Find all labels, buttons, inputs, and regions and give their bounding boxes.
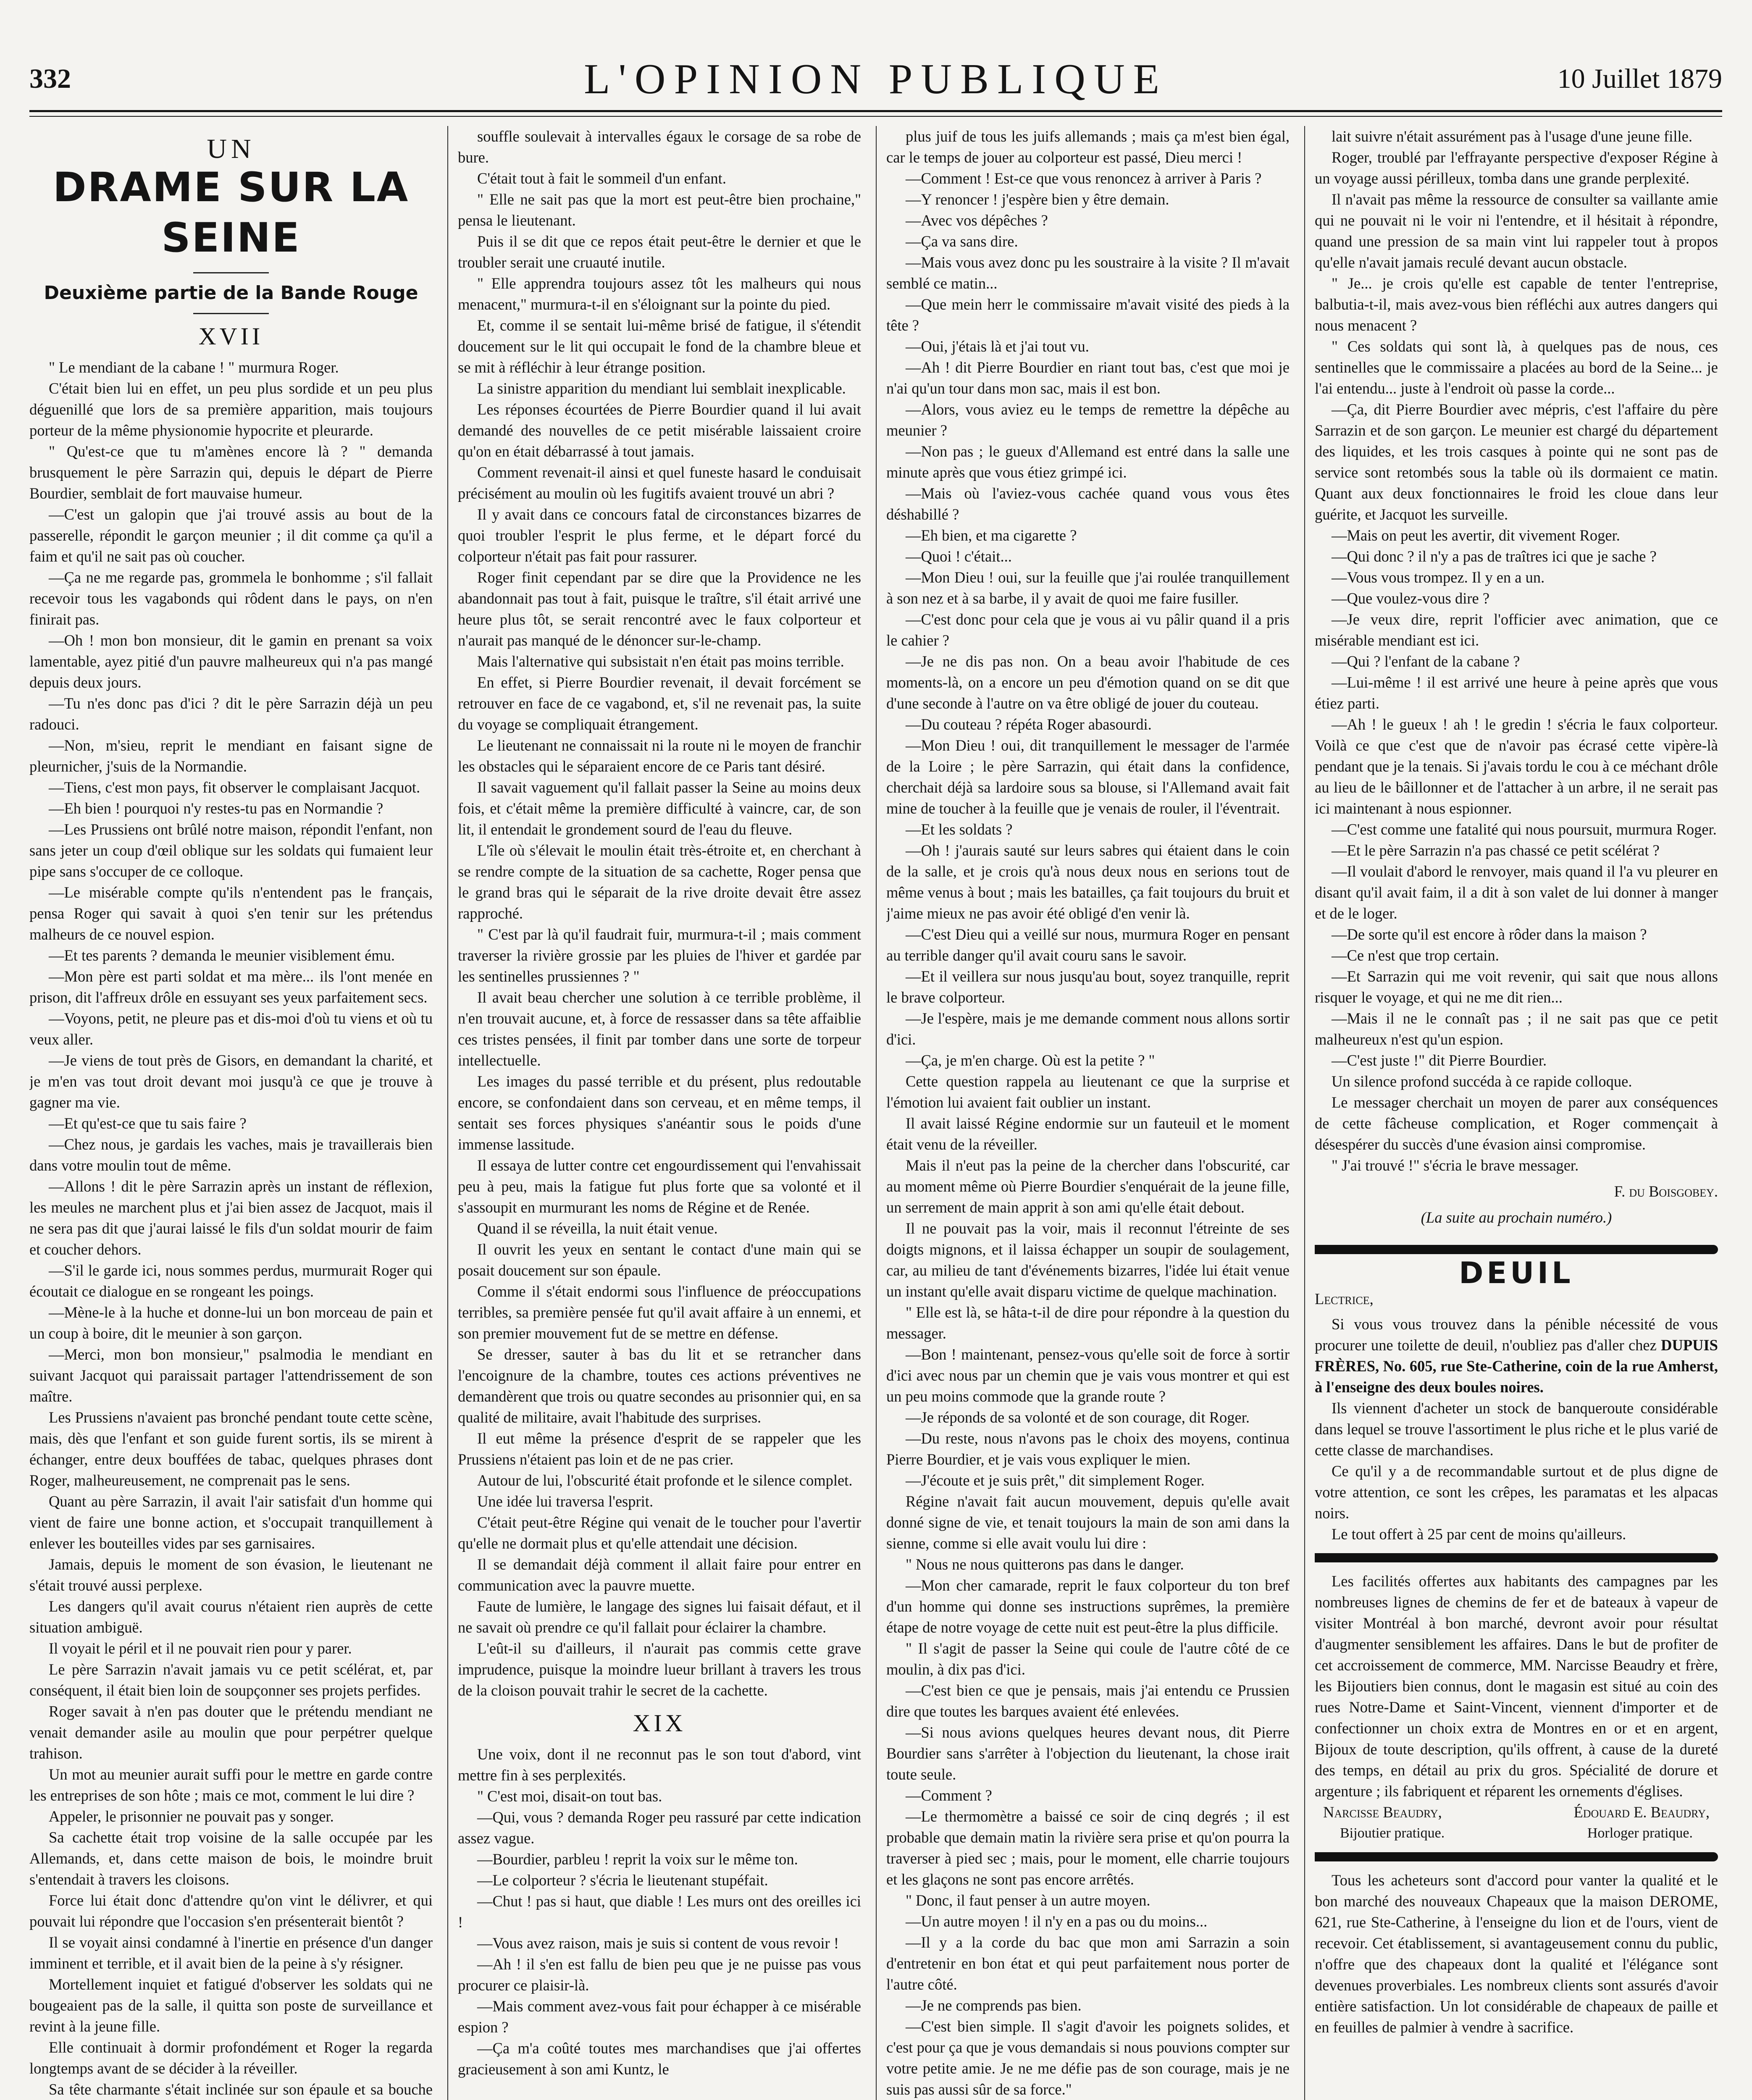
paragraph: Une voix, dont il ne reconnut pas le son tout d'abord, vint mettre fin à ses perplexités. [458, 1746, 861, 1784]
ad-beaudry-signatures [1315, 1802, 1718, 1823]
paragraph: Mais l'alternative qui subsistait n'en était pas moins terrible. [477, 653, 844, 670]
paragraph: —Si nous avions quelques heures devant nous, dit Pierre Bourdier sans s'arrêter à l'objection du lieutenant, la chose irait toute seule. [886, 1724, 1290, 1783]
paragraph: plus juif de tous les juifs allemands ; mais ça m'est bien égal, car le temps de jouer au colporteur est passé, Dieu merci ! [886, 128, 1290, 166]
column-divider [876, 126, 877, 2100]
paragraph: —Merci, mon bon monsieur," psalmodia le mendiant en suivant Jacquot qui paraissait partager l'attendrissement de son maître. [29, 1346, 433, 1405]
paragraph: —Il y a la corde du bac que mon ami Sarrazin a soin d'entretenir en bon état et qui peut parfaitement nous porter de l'autre côté. [886, 1934, 1290, 1993]
masthead-title: L'OPINION PUBLIQUE [584, 55, 1168, 103]
paragraph: —Et il veillera sur nous jusqu'au bout, soyez tranquille, reprit le brave colporteur. [886, 968, 1290, 1006]
ad-deuil-salutation: Lectrice, [1315, 1290, 1374, 1307]
ad-deuil-paragraph: Ce qu'il y a de recommandable surtout et de plus digne de votre attention, ce sont les crêpes, les paramatas et les alpacas noirs. [1315, 1462, 1718, 1522]
paragraph: —Et tes parents ? demanda le meunier visiblement ému. [49, 947, 395, 964]
paragraph: Mortellement inquiet et fatigué d'observer les soldats qui ne bougeaient pas de la salle, il quitta son poste de surveillance et revint à la jeune fille. [29, 1976, 433, 2035]
section-divider-bar [1315, 1852, 1718, 1861]
paragraph: Un silence profond succéda à ce rapide colloque. [1332, 1073, 1632, 1090]
paragraph: —Non, m'sieu, reprit le mendiant en faisant signe de pleurnicher, j'suis de la Normandie. [29, 737, 433, 775]
paragraph: La sinistre apparition du mendiant lui semblait inexplicable. [477, 380, 846, 397]
paragraph: Jamais, depuis le moment de son évasion, le lieutenant ne s'était trouvé aussi perplexe. [29, 1556, 433, 1594]
paragraph: —Ça ne me regarde pas, grommela le bonhomme ; s'il fallait recevoir tous les vagabonds qui rôdent dans le pays, on n'en finirait pas. [29, 569, 433, 628]
paragraph: Il se voyait ainsi condamné à l'inertie en présence d'un danger imminent et terrible, et il avait bien de la peine à s'y résigner. [29, 1934, 433, 1972]
paragraph: —Que mein herr le commissaire m'avait visité des pieds à la tête ? [886, 296, 1290, 334]
paragraph: " Elle ne sait pas que la mort est peut-être bien prochaine," pensa le lieutenant. [458, 191, 861, 229]
paragraph: Cette question rappela au lieutenant ce que la surprise et l'émotion lui avaient fait oublier un instant. [886, 1073, 1290, 1111]
paragraph: Régine n'avait fait aucun mouvement, depuis qu'elle avait donné signe de vie, et tenait toujours la main de son ami dans la sienne, comme si elle avait voulu lui dire : [886, 1493, 1290, 1552]
serial-title: DRAME SUR LA SEINE [53, 164, 410, 261]
paragraph: L'île où s'élevait le moulin était très-étroite et, en cherchant à se rendre compte de la situation de sa cachette, Roger pensa que le grand bras qui le séparait de la rive droite devait être assez rapproché. [458, 842, 861, 922]
paragraph: Roger savait à n'en pas douter que le prétendu mendiant ne venait demander asile au moulin que pour perpétrer quelque trahison. [29, 1703, 433, 1762]
paragraph: Il y avait dans ce concours fatal de circonstances bizarres de quoi troubler l'esprit le plus ferme, et le départ forcé du colporteur n'était pas fait pour rassurer. [458, 506, 861, 565]
paragraph: —Les Prussiens ont brûlé notre maison, répondit l'enfant, non sans jeter un coup d'œil oblique sur les soldats qui fumaient leur pipe sans s'occuper de ce colloque. [29, 821, 433, 880]
paragraph: —Un autre moyen ! il n'y en a pas ou du moins... [906, 1913, 1208, 1930]
continued-note: (La suite au prochain numéro.) [1421, 1209, 1612, 1226]
paragraph: Il avait beau chercher une solution à ce terrible problème, il n'en trouvait aucune, et, à force de ressasser dans sa tête affaiblie ces tristes pensées, il finit par tomber dans une sorte de torpeur intellectuelle. [458, 989, 861, 1069]
paragraph: —Vous avez raison, mais je suis si content de vous revoir ! [477, 1935, 839, 1952]
paragraph: " Ces soldats qui sont là, à quelques pas de nous, ces sentinelles que le commissaire a placées au bord de la Seine... je l'ai entendu... juste à l'endroit où passe la corde... [1315, 338, 1718, 397]
paragraph: —Mon cher camarade, reprit le faux colporteur du ton bref d'un homme qui donne ses instructions suprêmes, la première étape de notre voyage de cette nuit est peut-être la plus difficile. [886, 1577, 1290, 1636]
paragraph: —Chut ! pas si haut, que diable ! Les murs ont des oreilles ici ! [458, 1893, 861, 1931]
title-left: Bijoutier pratique. [1340, 1825, 1445, 1841]
paragraph: —C'est Dieu qui a veillé sur nous, murmura Roger en pensant au terrible danger qu'il avait couru sans le savoir. [886, 926, 1290, 964]
page-number: 332 [29, 63, 71, 94]
paragraph: souffle soulevait à intervalles égaux le corsage de sa robe de bure. [458, 128, 861, 166]
paragraph: —Comment ! Est-ce que vous renoncez à arriver à Paris ? [906, 170, 1262, 187]
section-divider-bar [1315, 1245, 1718, 1254]
paragraph: Il avait laissé Régine endormie sur un fauteuil et le moment était venu de la réveiller. [886, 1115, 1290, 1153]
paragraph: —Comment ? [906, 1787, 992, 1804]
paragraph: —Eh bien ! pourquoi n'y restes-tu pas en Normandie ? [49, 800, 383, 817]
paragraph: Quant au père Sarrazin, il avait l'air satisfait d'un homme qui vient de faire une bonne action, et s'occupait tranquillement à enlever les bouteilles vides par ses garnisaires. [29, 1493, 433, 1552]
column-3 [886, 126, 1290, 2100]
paragraph: Et, comme il se sentait lui-même brisé de fatigue, il s'étendit doucement sur le lit qui occupait le fond de la chambre bleue et se mit à réfléchir à leur étrange position. [458, 317, 861, 376]
paragraph: Autour de lui, l'obscurité était profonde et le silence complet. [477, 1472, 853, 1489]
paragraph: Il n'avait pas même la ressource de consulter sa vaillante amie qui ne pouvait ni le voir ni l'entendre, et il hésitait à répondre, quand une pression de sa main vint lui rappeler tout à propos qu'elle n'avait jamais reculé devant aucun obstacle. [1315, 191, 1718, 271]
column-divider [447, 126, 448, 2100]
paragraph: Les réponses écourtées de Pierre Bourdier quand il lui avait demandé des nouvelles de ce petit misérable laissaient croire qu'on en était débarrassé à tout jamais. [458, 401, 861, 460]
paragraph: L'eût-il su d'ailleurs, il n'aurait pas commis cette grave imprudence, puisque la moindre lueur brillant à travers les trous de la cloison pouvait trahir le secret de la cachette. [458, 1640, 861, 1699]
paragraph: Un mot au meunier aurait suffi pour le mettre en garde contre les entreprises de son hôte ; mais ce mot, comment le lui dire ? [29, 1766, 433, 1804]
paragraph: Le lieutenant ne connaissait ni la route ni le moyen de franchir les obstacles qui le séparaient encore de ce Paris tant désiré. [458, 737, 861, 775]
paragraph: —Ah ! il s'en est fallu de bien peu que je ne puisse pas vous procurer ce plaisir-là. [458, 1956, 861, 1994]
ad-deuil-paragraph: Ils viennent d'acheter un stock de banqueroute considérable dans lequel se trouve l'assortiment le plus riche et le plus varié de cette classe de marchandises. [1315, 1399, 1718, 1459]
paragraph: —Oh ! j'aurais sauté sur leurs sabres qui étaient dans le coin de la salle, et je crois qu'à nous deux nous en serions tout de même venus à bout ; mais les batailles, ça fait toujours du bruit et j'aime mieux ne pas avoir été obligé d'en venir là. [886, 842, 1290, 922]
paragraph: En effet, si Pierre Bourdier revenait, il devait forcément se retrouver en face de ce vagabond, et, s'il ne revenait pas, la suite du voyage se compliquait étrangement. [458, 674, 861, 733]
paragraph: —Mais comment avez-vous fait pour échapper à ce misérable espion ? [458, 1998, 861, 2036]
column-2-body-cont [458, 1744, 861, 2080]
paragraph: —Ah ! dit Pierre Bourdier en riant tout bas, c'est que moi je n'ai qu'un tour dans mon sac, mais il est bon. [886, 359, 1290, 397]
paragraph: —Je réponds de sa volonté et de son courage, dit Roger. [906, 1409, 1250, 1426]
paragraph: Roger finit cependant par se dire que la Providence ne les abandonnait pas tout à fait, puisque le traître, s'il était arrivé une heure plus tôt, se serait rencontré avec le faux colporteur et n'aurait pas manqué de le dénoncer sur-le-champ. [458, 569, 861, 649]
paragraph: —Mais il ne le connaît pas ; il ne sait pas que ce petit malheureux n'est qu'un espion. [1315, 1010, 1718, 1048]
paragraph: —Bourdier, parbleu ! reprit la voix sur le même ton. [477, 1851, 798, 1868]
page-header [29, 55, 1722, 105]
paragraph: Il essaya de lutter contre cet engourdissement qui l'envahissait peu à peu, mais la fatigue fut plus forte que sa volonté et il s'assoupit en murmurant les noms de Régine et de Renée. [458, 1157, 861, 1216]
column-1 [29, 126, 433, 2100]
paragraph: " Elle apprendra toujours assez tôt les malheurs qui nous menacent," murmura-t-il en s'éloignant sur la pointe du pied. [458, 275, 861, 313]
paragraph: " Nous ne nous quitterons pas dans le danger. [906, 1556, 1184, 1573]
column-1-body [29, 357, 433, 2100]
paragraph: C'était tout à fait le sommeil d'un enfant. [477, 170, 726, 187]
paragraph: Il savait vaguement qu'il fallait passer la Seine au moins deux fois, et c'était même la première difficulté à vaincre, car, de son lit, il entendait le grondement sourd de l'eau du fleuve. [458, 779, 861, 838]
paragraph: —Je ne dis pas non. On a beau avoir l'habitude de ces moments-là, on a encore un peu d'émotion quand on se dit que d'une seconde à l'autre on va être obligé de jouer du couteau. [886, 653, 1290, 712]
paragraph: —Lui-même ! il est arrivé une heure à peine après que vous étiez parti. [1315, 674, 1718, 712]
paragraph: —C'est juste !" dit Pierre Bourdier. [1332, 1052, 1547, 1069]
paragraph: —Je ne comprends pas bien. [906, 1997, 1082, 2014]
paragraph: —C'est comme une fatalité qui nous poursuit, murmura Roger. [1332, 821, 1717, 838]
paragraph: C'était bien lui en effet, un peu plus sordide et un peu plus déguenillé que lors de sa première apparition, mais toujours porteur de la même physionomie hypocrite et pleurarde. [29, 380, 433, 439]
paragraph: " J'ai trouvé !" s'écria le brave messager. [1332, 1157, 1579, 1174]
paragraph: " Le mendiant de la cabane ! " murmura Roger. [49, 359, 339, 376]
paragraph: —Mon père est parti soldat et ma mère... ils l'ont menée en prison, dit l'affreux drôle en essuyant ses yeux parfaitement secs. [29, 968, 433, 1006]
paragraph: Le messager cherchait un moyen de parer aux conséquences de cette fâcheuse complication, et Roger commençait à désespérer du succès d'une évasion ainsi compromise. [1315, 1094, 1718, 1153]
column-divider [1304, 126, 1305, 2100]
paragraph: —Avec vos dépêches ? [906, 212, 1048, 229]
paragraph: —Le misérable compte qu'ils n'entendent pas le français, pensa Roger qui savait à quoi s'en tenir sur les prétendus malheurs de ce nouvel espion. [29, 884, 433, 943]
paragraph: —Oh ! mon bon monsieur, dit le gamin en prenant sa voix lamentable, ayez pitié d'un pauvre malheureux qui n'a pas mangé depuis deux jours. [29, 632, 433, 691]
title-rule [193, 272, 269, 273]
paragraph: Comment revenait-il ainsi et quel funeste hasard le conduisait précisément au moulin où les fugitifs avaient trouvé un abri ? [458, 464, 861, 502]
paragraph: —Ça va sans dire. [906, 233, 1018, 250]
paragraph: Appeler, le prisonnier ne pouvait pas y songer. [49, 1808, 334, 1825]
serial-subtitle: Deuxième partie de la Bande Rouge [44, 282, 418, 304]
paragraph: —C'est bien simple. Il s'agit d'avoir les poignets solides, et c'est pour ça que je vous demandais si nous pouvions compter sur votre petite amie. Je ne me défie pas de son courage, mais je ne suis pas aussi sûr de sa force." [886, 2018, 1290, 2098]
column-2 [458, 126, 861, 2100]
column-4 [1315, 126, 1718, 2100]
paragraph: Force lui était donc d'attendre qu'on vint le délivrer, et qui pouvait lui répondre que l'occasion s'en présenterait bientôt ? [29, 1892, 433, 1930]
paragraph: —Il voulait d'abord le renvoyer, mais quand il l'a vu pleurer en disant qu'il avait faim, il a dit à son valet de lui donner à manger et de le loger. [1315, 863, 1718, 922]
header-rule-thin [29, 116, 1722, 117]
paragraph: Une idée lui traversa l'esprit. [477, 1493, 654, 1510]
paragraph: —Chez nous, je gardais les vaches, mais je travaillerais bien dans votre moulin tout de même. [29, 1136, 433, 1174]
chapter-heading: XVII [198, 323, 264, 350]
issue-date: 10 Juillet 1879 [1557, 63, 1722, 94]
ad-beaudry-titles [1315, 1823, 1718, 1844]
paragraph: —Mon Dieu ! oui, sur la feuille que j'ai roulée tranquillement à son nez et à sa barbe, il y avait de quoi me faire fusiller. [886, 569, 1290, 607]
paragraph: —Et les soldats ? [906, 821, 1013, 838]
header-rule [29, 110, 1722, 112]
column-4-body [1315, 126, 1718, 1176]
title-right: Horloger pratique. [1587, 1825, 1693, 1841]
paragraph: —Qui donc ? il n'y a pas de traîtres ici que je sache ? [1332, 548, 1657, 565]
paragraph: —Et Sarrazin qui me voit revenir, qui sait que nous allons risquer le voyage, et qui ne me dit rien... [1315, 968, 1718, 1006]
paragraph: —Mais vous avez donc pu les soustraire à la visite ? Il m'avait semblé ce matin... [886, 254, 1290, 292]
paragraph: " Donc, il faut penser à un autre moyen. [906, 1892, 1150, 1909]
paragraph: —De sorte qu'il est encore à rôder dans la maison ? [1332, 926, 1647, 943]
paragraph: —Je veux dire, reprit l'officier avec animation, que ce misérable mendiant est ici. [1315, 611, 1718, 649]
paragraph: " C'est moi, disait-on tout bas. [477, 1788, 662, 1805]
paragraph: " C'est par là qu'il faudrait fuir, murmura-t-il ; mais comment traverser la rivière grossie par les pluies de l'hiver et gardée par les sentinelles prussiennes ? " [458, 926, 861, 985]
paragraph: —Le thermomètre a baissé ce soir de cinq degrés ; il est probable que demain matin la rivière sera prise et qu'on pourra la traverser à pied sec ; mais, pour le moment, elle charrie toujours et les glaçons ne sont pas encore arrêtés. [886, 1808, 1290, 1888]
paragraph: Comme il s'était endormi sous l'influence de préoccupations terribles, sa première pensée fut qu'il avait affaire à un ennemi, et son premier mouvement fut de se mettre en défense. [458, 1283, 861, 1342]
paragraph: —Vous vous trompez. Il y en a un. [1332, 569, 1545, 586]
paragraph: Sa tête charmante s'était inclinée sur son épaule et sa bouche [49, 2081, 433, 2098]
paragraph: —Non pas ; le gueux d'Allemand est entré dans la salle une minute après que vous étiez grimpé ici. [886, 443, 1290, 481]
column-2-body [458, 126, 861, 1701]
paragraph: Il ouvrit les yeux en sentant le contact d'une main qui se posait doucement sur son épaule. [458, 1241, 861, 1279]
paragraph: Faute de lumière, le langage des signes lui faisait défaut, et il ne savait où prendre ce qu'il fallait pour éclairer la chambre. [458, 1598, 861, 1636]
paragraph: " Je... je crois qu'elle est capable de tenter l'entreprise, balbutia-t-il, mais avez-vous bien réfléchi aux autres dangers qui nous menacent ? [1315, 275, 1718, 334]
paragraph: —Je viens de tout près de Gisors, en demandant la charité, et je m'en vas tout droit devant moi jusqu'à ce que je trouve à gagner ma vie. [29, 1052, 433, 1111]
paragraph: Les dangers qu'il avait courus n'étaient rien auprès de cette situation ambiguë. [29, 1598, 433, 1636]
paragraph: —Et le père Sarrazin n'a pas chassé ce petit scélérat ? [1332, 842, 1660, 859]
paragraph: —Qui ? l'enfant de la cabane ? [1332, 653, 1520, 670]
paragraph: Il se demandait déjà comment il allait faire pour entrer en communication avec la pauvre muette. [458, 1556, 861, 1594]
paragraph: —Ça, dit Pierre Bourdier avec mépris, c'est l'affaire du père Sarrazin et de son garçon. Le meunier est chargé du département des liquides, et les trois casques à pointe qui ne sont pas de service sont retombés sous la table où ils dormaient ce matin. Quant aux deux fonctionnaires le froid les cloue dans leur guérite, et Jacquot les surveille. [1315, 401, 1718, 523]
paragraph: —Ça, je m'en charge. Où est la petite ? " [906, 1052, 1155, 1069]
paragraph: —J'écoute et je suis prêt," dit simplement Roger. [906, 1472, 1205, 1489]
subtitle-rule [193, 313, 269, 314]
paragraph: Roger, troublé par l'effrayante perspective d'exposer Régine à un voyage aussi périlleux, tomba dans une grande perplexité. [1315, 149, 1718, 187]
paragraph: Elle continuait à dormir profondément et Roger la regarda longtemps avant de se décider à la réveiller. [29, 2039, 433, 2077]
paragraph: —S'il le garde ici, nous sommes perdus, murmurait Roger qui écoutait ce dialogue en se rongeant les poings. [29, 1262, 433, 1300]
paragraph: Se dresser, sauter à bas du lit et se retrancher dans l'encoignure de la chambre, toutes ces actions préventives ne demandèrent que trois ou quatre secondes au prisonnier qui, en sa qualité de militaire, avait l'habitude des surprises. [458, 1346, 861, 1426]
paragraph: —Tu n'es donc pas d'ici ? dit le père Sarrazin déjà un peu radouci. [29, 695, 433, 733]
paragraph: —Je l'espère, mais je me demande comment nous allons sortir d'ici. [886, 1010, 1290, 1048]
paragraph: —Ah ! le gueux ! ah ! le gredin ! s'écria le faux colporteur. Voilà ce que c'est que de n'avoir pas écrasé cette vipère-là pendant que je la tenais. Si j'avais tordu le cou à ce méchant drôle au lieu de le bâillonner et de l'attacher à un arbre, il ne serait pas ici maintenant à nous espionner. [1315, 716, 1718, 817]
section-divider-bar [1315, 1553, 1718, 1562]
paragraph: —Et qu'est-ce que tu sais faire ? [49, 1115, 247, 1132]
paragraph: —Que voulez-vous dire ? [1332, 590, 1490, 607]
paragraph: Mais il n'eut pas la peine de la chercher dans l'obscurité, car au moment même où Pierre Bourdier s'enquérait de la jeune fille, un serrement de main apprit à son ami qu'elle était debout. [886, 1157, 1290, 1216]
paragraph: Les Prussiens n'avaient pas bronché pendant toute cette scène, mais, dès que l'enfant et son guide furent sortis, ils se mirent à échanger, entre deux bouffées de tabac, quelques phrases dont Roger, malheureusement, ne comprenait pas le sens. [29, 1409, 433, 1489]
signature-left: Narcisse Beaudry, [1323, 1803, 1442, 1821]
paragraph: —Qui, vous ? demanda Roger peu rassuré par cette indication assez vague. [458, 1809, 861, 1847]
paragraph: " Elle est là, se hâta-t-il de dire pour répondre à la question du messager. [886, 1304, 1290, 1342]
ad-deuil-paragraph: Si vous vous trouvez dans la pénible nécessité de vous procurer une toilette de deuil, n'oubliez pas d'aller chez DUPUIS FRÈRES, No. 605, rue Ste-Catherine, coin de la rue Amherst, à l'enseigne des deux boules noires. [1315, 1315, 1718, 1396]
ad-beaudry-paragraph: Les facilités offertes aux habitants des campagnes par les nombreuses lignes de chemins de fer et de bateaux à vapeur de visiter Montréal à bon marché, devront avoir pour résultat d'augmenter sensiblement les affaires. Dans le but de profiter de cet accroissement de commerce, MM. Narcisse Beaudry et frère, les Bijoutiers bien connus, dont le magasin est situé au coin des rues Notre-Dame et Saint-Vincent, viennent d'importer et de confectionner un choix extra de Montres en or et en argent, Bijoux de toute description, qu'ils offrent, à cause de la dureté des temps, en détail au prix du gros. Spécialité de dorure et argenture ; ils fabriquent et réparent les ornements d'églises. [1315, 1572, 1718, 1800]
paragraph: —Y renoncer ! j'espère bien y être demain. [906, 191, 1169, 208]
paragraph: —Bon ! maintenant, pensez-vous qu'elle soit de force à sortir d'ici avec nous par un chemin que je vais vous montrer et qui est un peu moins commode que la grande route ? [886, 1346, 1290, 1405]
ad-store-name: DUPUIS FRÈRES, No. 605, rue Ste-Catherine, coin de la rue Amherst, à l'enseigne des deux boules noires. [1315, 1336, 1718, 1396]
author-signature: F. du Boisgobey. [1614, 1183, 1718, 1200]
paragraph: Il voyait le péril et il ne pouvait rien pour y parer. [49, 1640, 352, 1657]
paragraph: —Eh bien, et ma cigarette ? [906, 527, 1077, 544]
chapter-heading: XIX [633, 1709, 686, 1737]
paragraph: —Du reste, nous n'avons pas le choix des moyens, continua Pierre Bourdier, et je vais vous expliquer le mien. [886, 1430, 1290, 1468]
paragraph: Sa cachette était trop voisine de la salle occupée par les Allemands, et, dans cette maison de bois, le moindre bruit s'entendait à travers les cloisons. [29, 1829, 433, 1888]
ad-derome-paragraph: Tous les acheteurs sont d'accord pour vanter la qualité et le bon marché des nouveaux Chapeaux que la maison DEROME, 621, rue Ste-Catherine, à l'enseigne du lion et de l'ours, vient de recevoir. Cet établissement, si avantageusement connu du public, n'offre que des chapeaux dont la qualité et l'élégance sont devenues proverbiales. Les nombreux clients sont assurés d'avoir entière satisfaction. Un lot considérable de chapeaux de paille et en feuilles de palmier à vendre à sacrifice. [1315, 1872, 1718, 2036]
paragraph: —Mais on peut les avertir, dit vivement Roger. [1332, 527, 1620, 544]
paragraph: —Voyons, petit, ne pleure pas et dis-moi d'où tu viens et où tu veux aller. [29, 1010, 433, 1048]
serial-title-small: UN [207, 134, 255, 164]
column-3-body [886, 126, 1290, 2100]
paragraph: —Mon Dieu ! oui, dit tranquillement le messager de l'armée de la Loire ; le père Sarrazin, qui était dans la confidence, cherchait déjà sa lardoire sous sa blouse, si l'Allemand avait fait mine de toucher à la feuille que je venais de rouler, il l'éventrait. [886, 737, 1290, 817]
paragraph: " Qu'est-ce que tu m'amènes encore là ? " demanda brusquement le père Sarrazin qui, depuis le départ de Pierre Bourdier, semblait de fort mauvaise humeur. [29, 443, 433, 502]
paragraph: —Mais où l'aviez-vous cachée quand vous vous êtes déshabillé ? [886, 485, 1290, 523]
signature-right: Édouard E. Beaudry, [1573, 1803, 1710, 1821]
paragraph: Il eut même la présence d'esprit de se rappeler que les Prussiens n'étaient pas loin et de ne pas crier. [458, 1430, 861, 1468]
paragraph: —C'est un galopin que j'ai trouvé assis au bout de la passerelle, répondit le garçon meunier ; il dit comme ça qu'il a faim et qu'il ne sait pas où coucher. [29, 506, 433, 565]
paragraph: Il ne pouvait pas la voir, mais il reconnut l'étreinte de ses doigts mignons, et il laissa échapper un soupir de soulagement, car, au milieu de tant d'événements bizarres, l'idée lui était venue un instant qu'elle avait disparu victime de quelque machination. [886, 1220, 1290, 1300]
paragraph: —Allons ! dit le père Sarrazin après un instant de réflexion, les meules ne marchent plus et j'ai bien assez de Jacquot, mais il ne sera pas dit que j'aurai laissé le fils d'un soldat mourir de faim et coucher dehors. [29, 1178, 433, 1258]
paragraph: lait suivre n'était assurément pas à l'usage d'une jeune fille. [1332, 128, 1692, 145]
paragraph: Les images du passé terrible et du présent, plus redoutable encore, se confondaient dans son cerveau, et en même temps, il sentait ses forces physiques s'anéantir sous le poids d'une immense lassitude. [458, 1073, 861, 1153]
paragraph: —Oui, j'étais là et j'ai tout vu. [906, 338, 1089, 355]
paragraph: —C'est donc pour cela que je vous ai vu pâlir quand il a pris le cahier ? [886, 611, 1290, 649]
paragraph: —Le colporteur ? s'écria le lieutenant stupéfait. [477, 1872, 768, 1889]
paragraph: Le père Sarrazin n'avait jamais vu ce petit scélérat, et, par conséquent, il était bien loin de soupçonner ses projets perfides. [29, 1661, 433, 1699]
paragraph: —Quoi ! c'était... [906, 548, 1012, 565]
paragraph: —C'est bien ce que je pensais, mais j'ai entendu ce Prussien dire que toutes les barques avaient été enlevées. [886, 1682, 1290, 1720]
paragraph: —Tiens, c'est mon pays, fit observer le complaisant Jacquot. [49, 779, 420, 796]
paragraph: —Mène-le à la huche et donne-lui un bon morceau de pain et un coup à boire, dit le meunier à son garçon. [29, 1304, 433, 1342]
paragraph: —Ce n'est que trop certain. [1332, 947, 1499, 964]
paragraph: —Ça m'a coûté toutes mes marchandises que j'ai offertes gracieusement à son ami Kuntz, le [458, 2040, 861, 2078]
paragraph: Quand il se réveilla, la nuit était venue. [477, 1220, 718, 1237]
paragraph: Puis il se dit que ce repos était peut-être le dernier et que le troubler serait une cruauté inutile. [458, 233, 861, 271]
paragraph: C'était peut-être Régine qui venait de le toucher pour l'avertir qu'elle ne dormait plus et qu'elle attendait une décision. [458, 1514, 861, 1552]
ad-deuil-title: DEUIL [1459, 1256, 1574, 1290]
paragraph: " Il s'agit de passer la Seine qui coule de l'autre côté de ce moulin, à dix pas d'ici. [886, 1640, 1290, 1678]
paragraph: —Alors, vous aviez eu le temps de remettre la dépêche au meunier ? [886, 401, 1290, 439]
ad-deuil-paragraph: Le tout offert à 25 par cent de moins qu'ailleurs. [1332, 1525, 1626, 1543]
paragraph: —Du couteau ? répéta Roger abasourdi. [906, 716, 1152, 733]
